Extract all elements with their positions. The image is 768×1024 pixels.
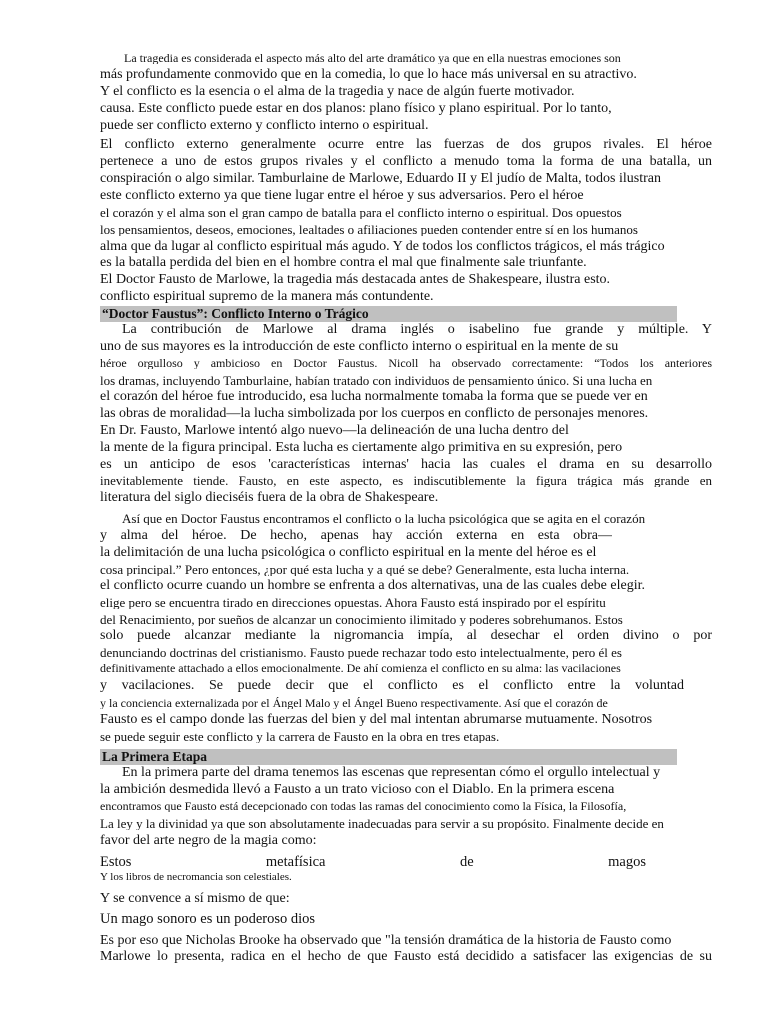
text-line: inevitablemente tiende. Fausto, en este aspecto, es indiscutiblemente la figura trágica más grande en (100, 474, 712, 487)
text-line: las obras de moralidad—la lucha simbolizada por los cuerpos en conflicto de personajes menores. (100, 407, 649, 421)
text-line: literatura del siglo dieciséis fuera de la obra de Shakespeare. (100, 491, 439, 505)
text-line: el corazón del héroe fue introducido, esa lucha normalmente tomaba la forma que se puede ver en (100, 390, 648, 404)
text-line: denunciando doctrinas del cristianismo. Fausto puede rechazar todo esto intelectualmente, pero él es (100, 646, 622, 659)
verse-word: metafísica (265, 854, 326, 870)
section-heading: “Doctor Faustus”: Conflicto Interno o Trágico (100, 306, 677, 322)
text-line: Es por eso que Nicholas Brooke ha observado que "la tensión dramática de la historia de Fausto como (100, 934, 672, 948)
text-line: es un anticipo de esos 'características internas' hacia las cuales el drama en su desarrollo (100, 458, 712, 472)
text-line: La contribución de Marlowe al drama inglés o isabelino fue grande y múltiple. Y (122, 323, 712, 337)
text-line: cosa principal.” Pero entonces, ¿por qué esta lucha y a qué se debe? Generalmente, esta lucha interna. (100, 563, 630, 576)
verse-word: magos (608, 854, 646, 870)
text-line: causa. Este conflicto puede estar en dos planos: plano físico y plano espiritual. Por lo tanto, (100, 102, 612, 116)
text-line: la mente de la figura principal. Esta lucha es ciertamente algo primitiva en su expresión, pero (100, 441, 623, 455)
text-line: Un mago sonoro es un poderoso dios (100, 912, 316, 927)
text-line: La ley y la divinidad ya que son absolutamente inadecuadas para servir a su propósito. Finalmente decide en (100, 817, 664, 830)
text-line: y alma del héroe. De hecho, apenas hay acción externa en esta obra— (100, 529, 612, 543)
text-line: Así que en Doctor Faustus encontramos el conflicto o la lucha psicológica que se agita en el corazón (122, 512, 646, 525)
text-line: El conflicto externo generalmente ocurre entre las fuerzas de dos grupos rivales. El héroe (100, 138, 712, 152)
text-line: se puede seguir este conflicto y la carrera de Fausto en la obra en tres etapas. (100, 730, 500, 743)
text-line: este conflicto externo ya que tiene lugar entre el héroe y sus adversarios. Pero el héroe (100, 189, 584, 203)
text-line: En la primera parte del drama tenemos las escenas que representan cómo el orgullo intelectual y (122, 766, 661, 780)
verse-line (100, 855, 646, 870)
text-line: pertenece a uno de estos grupos rivales y el conflicto a menudo toma la forma de una batalla, un (100, 155, 712, 169)
text-line: definitivamente attachado a ellos emocionalmente. De ahí comienza el conflicto en su alma: las vacilaciones (100, 662, 621, 674)
text-line: es la batalla perdida del bien en el hombre contra el mal que finalmente sale triunfante. (100, 256, 587, 270)
text-line: conspiración o algo similar. Tamburlaine de Marlowe, Eduardo II y El judío de Malta, todos ilustran (100, 172, 661, 186)
text-line: alma que da lugar al conflicto espiritual más agudo. Y de todos los conflictos trágicos, el más trágico (100, 240, 665, 254)
text-line: solo puede alcanzar mediante la nigromancia impía, al desechar el orden divino o por (100, 629, 712, 643)
text-line: El Doctor Fausto de Marlowe, la tragedia más destacada antes de Shakespeare, ilustra esto. (100, 273, 611, 287)
text-line: y vacilaciones. Se puede decir que el conflicto es el conflicto entre la voluntad (100, 679, 684, 693)
verse-word: Estos (100, 854, 132, 870)
text-line: favor del arte negro de la magia como: (100, 834, 317, 848)
text-line: la ambición desmedida llevó a Fausto a un trato vicioso con el Diablo. En la primera escena (100, 783, 615, 797)
text-line: el conflicto ocurre cuando un hombre se enfrenta a dos alternativas, una de las cuales debe elegir. (100, 579, 645, 593)
text-line: encontramos que Fausto está decepcionado con todas las ramas del conocimiento como la Física, la Filosofía, (100, 800, 627, 812)
verse-word: de (459, 854, 474, 870)
text-line: los dramas, incluyendo Tamburlaine, habían tratado con individuos de pensamiento único. Si una lucha en (100, 374, 653, 387)
text-line: puede ser conflicto externo y conflicto interno o espiritual. (100, 119, 429, 133)
text-line: el corazón y el alma son el gran campo de batalla para el conflicto interno o espiritual. Dos opuestos (100, 206, 622, 219)
text-line: uno de sus mayores es la introducción de este conflicto interno o espiritual en la mente de su (100, 340, 619, 354)
text-line: Marlowe lo presenta, radica en el hecho de que Fausto está decidido a satisfacer las exigencias de su (100, 950, 712, 964)
text-line: conflicto espiritual supremo de la manera más contundente. (100, 290, 434, 304)
section-heading: La Primera Etapa (100, 749, 677, 765)
text-line: En Dr. Fausto, Marlowe intentó algo nuevo—la delineación de una lucha dentro del (100, 424, 569, 438)
text-line: Fausto es el campo donde las fuerzas del bien y del mal intentan abrumarse mutuamente. Nosotros (100, 713, 653, 727)
text-line: elige pero se encuentra tirado en direcciones opuestas. Ahora Fausto está inspirado por el espíritu (100, 596, 606, 609)
text-line: y la conciencia externalizada por el Ángel Malo y el Ángel Bueno respectivamente. Así que el corazón de (100, 697, 608, 709)
text-line: los pensamientos, deseos, emociones, lealtades o afiliaciones pueden contender entre sí en los humanos (100, 223, 638, 236)
text-line: Y el conflicto es la esencia o el alma de la tragedia y nace de algún fuerte motivador. (100, 85, 575, 99)
text-line: del Renacimiento, por sueños de alcanzar un conocimiento ilimitado y poderes sobrehumanos. Estos (100, 613, 623, 626)
text-line: La tragedia es considerada el aspecto más alto del arte dramático ya que en ella nuestras emociones son (124, 52, 621, 64)
text-line: más profundamente conmovido que en la comedia, lo que lo hace más universal en su atractivo. (100, 68, 637, 82)
text-line: héroe orgulloso y ambicioso en Doctor Faustus. Nicoll ha observado correctamente: “Todos los anteriores (100, 357, 712, 369)
verse-line: Y los libros de necromancia son celestiales. (100, 872, 292, 883)
text-line: la delimitación de una lucha psicológica o conflicto espiritual en la mente del héroe es el (100, 546, 597, 560)
text-line: Y se convence a sí mismo de que: (100, 892, 290, 906)
